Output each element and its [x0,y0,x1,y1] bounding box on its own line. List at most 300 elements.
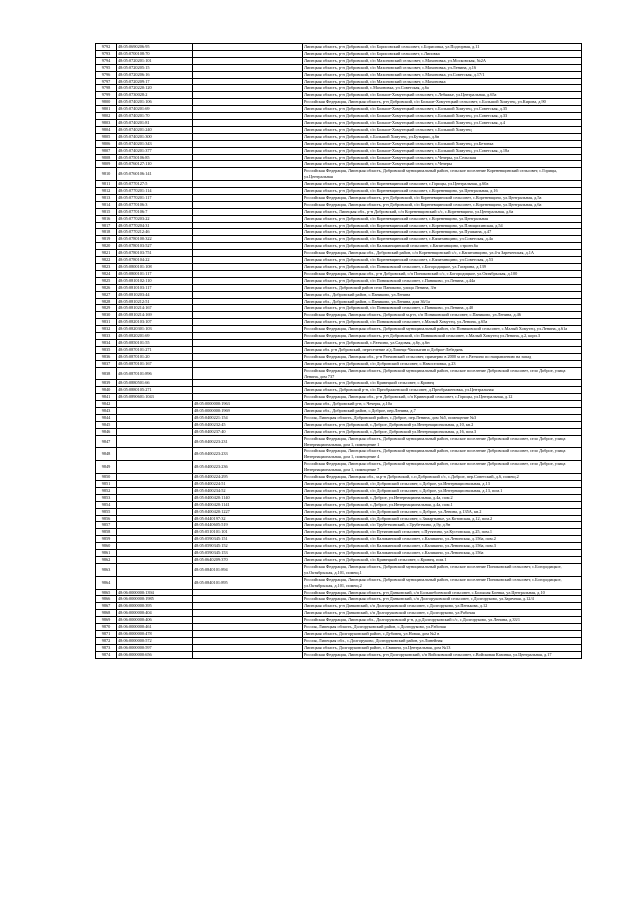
cadastral-number-premises [193,133,303,140]
cadastral-number-land: 48:05:0810214:169 [117,312,193,319]
address-cell: Липецкая обл., Добровский район, с.Паниково, ул.Ленина, дом 36/1а [303,298,582,305]
cadastral-number-land [117,576,193,589]
table-row [96,487,582,494]
row-number: 9809 [96,161,117,168]
row-number: 9800 [96,99,117,106]
cadastral-number-land: 48:05:0740201:69 [117,106,193,113]
address-cell: Липецкая область, р-н Добровский, с/п Больше-Хомутецкий сельсовет, с.Большой Хомутец, ул.Бетонка [303,140,582,147]
address-cell: Липецкая область, р-н Добровский, с/п Махоновский сельсовет, с.Махоновка, ул.Советская, д.17/1 [303,71,582,78]
table-row [96,414,582,421]
row-number: 9861 [96,550,117,557]
address-cell: Российская Федерация, Липецкая обл., Долгоруковский р-н, д.р.Долгоруковский с/с, с.Долгоруково, ул.Ленина, д.33/1 [303,617,582,624]
cadastral-number-premises: 48:05:0400234:52 [193,487,303,494]
cadastral-number-land: 48:05:0780100:322 [117,236,193,243]
row-number: 9864 [96,576,117,589]
address-cell: Липецкая область, р-н Данковский, с/п Долгоруковский сельсовет, с.Долгоруково, ул.Пенькова, д.12 [303,603,582,610]
cadastral-number-premises: 48:05:0640209:370 [193,556,303,563]
table-row [96,215,582,222]
table-row [96,508,582,515]
row-number: 9843 [96,408,117,415]
cadastral-number-land: 48:05:0760106:141 [117,168,193,181]
cadastral-number-premises [193,624,303,631]
cadastral-number-land: 48:05:0770106:7 [117,208,193,215]
cadastral-number-land [117,550,193,557]
address-cell: Липецкая область, р-н Добровский, с/п Добровский сельсовет, с.Доброе, ул.Ленина, д.135А, кв.2 [303,508,582,515]
row-number: 9844 [96,414,117,421]
table-row [96,326,582,333]
address-cell: Российская Федерация, Липецкая область, Добровский муниципальный район, сельское поселение Добровский сельсовет, село Доброе, улица Интернациональная, дом 1, помещение 7 [303,461,582,474]
row-number: 9835 [96,346,117,353]
row-number: 9830 [96,312,117,319]
cadastral-number-land: 48:05:0810214:167 [117,305,193,312]
cadastral-number-premises [193,147,303,154]
row-number: 9795 [96,64,117,71]
cadastral-number-land [117,487,193,494]
cadastral-number-land: 48:05:0730028:2 [117,92,193,99]
address-cell: Липецкая область, р-н Добровский, с/п Кореневщинский сельсовет, с.Капитанщино, ул.Советская, д.4а [303,236,582,243]
address-cell: Липецкая область, р-н Добровский, с/п Кореневщинский сельсовет, с.Капитанщино, ул.Советская, д.53 [303,257,582,264]
cadastral-number-premises [193,140,303,147]
cadastral-number-land: 48:05:0770203:22 [117,215,193,222]
row-number: 9828 [96,298,117,305]
address-cell: Липецкая область, р-н Добровский, с/п Добровский сельсовет, с.Доброе, ул.Интернациональная, д.13 [303,481,582,488]
table-row [96,522,582,529]
table-row [96,333,582,340]
table-row [96,71,582,78]
row-number: 9841 [96,394,117,401]
address-cell: Российская Федерация, Липецкая область, Добровский муниципальный район, сельское поселение Добровский сельсовет, село Доброе, улица Интернациональная, дом 1, помещение 4 [303,448,582,461]
table-row [96,85,582,92]
cadastral-number-land: 48:05:0750106:85 [117,154,193,161]
cadastral-number-land: 48:05:0770212:46 [117,229,193,236]
cadastral-number-premises [193,298,303,305]
row-number: 9826 [96,284,117,291]
cadastral-number-premises: 48:05:0840101:894 [193,563,303,576]
row-number: 9794 [96,57,117,64]
cadastral-number-land [117,543,193,550]
cadastral-number-land: 48:05:0800101:117 [117,270,193,277]
address-cell: Липецкая область, р-н Добровский, с.Доброе, Добровский ул.Интернациональная, д.10, кв.2 [303,421,582,428]
cadastral-number-land: 48:05:0770204:31 [117,222,193,229]
address-cell: Липецкая область, р-н Добровский, с/п Больше-Хомутецкий сельсовет, с.Большой Хомутец [303,126,582,133]
table-row [96,360,582,367]
cadastral-number-premises [193,346,303,353]
row-number: 9813 [96,194,117,201]
cadastral-number-land: 48:05:0820201:69 [117,333,193,340]
address-cell: Российская Федерация, Липецкая область, р-н Добровский, с/п Кореневщинский сельсовет, с.Кореневщино, ул.Центральная, д.5а [303,194,582,201]
table-row [96,408,582,415]
address-cell: Липецкая область, Липецкая обл., р-н Добровский, с/п Кореневщинский с/с, с.Кореневщино, ул.Центральная, д.6а [303,208,582,215]
row-number: 9849 [96,461,117,474]
table-row [96,563,582,576]
address-cell: Российская Федерация, Липецкая область, Добровский муниципальный район, сельское поселение Кореневщинский сельсовет, с.Горицы, ул.Центральная [303,168,582,181]
cadastral-number-land [117,435,193,448]
cadastral-number-premises [193,50,303,57]
table-row [96,387,582,394]
cadastral-number-land: 48:06:0000000:461 [117,624,193,631]
address-cell: Липецкая обл., Добровский р-н, с.Чечеры, д.10а [303,401,582,408]
address-cell: Российская Федерация, Липецкая область, р-н Добровский, с/п Кореневщинский сельсовет, с.Кореневщино, ул.Центральная, д.6а [303,201,582,208]
row-number: 9793 [96,50,117,57]
cadastral-number-premises: 48:05:0400223:231 [193,435,303,448]
table-row [96,181,582,188]
address-cell: Россия, Липецкая область, Долгоруковский район, с.Долгоруково, ул.Рабочая [303,624,582,631]
cadastral-number-premises [193,617,303,624]
address-cell: Российская Федерация, Липецкая область, Добровский муниципальный район, с/п Пониковский сельсовет, с.Малый Хомутец, ул.Ленина, д.61а [303,326,582,333]
table-row [96,229,582,236]
table-row [96,394,582,401]
table-row [96,201,582,208]
cadastral-number-premises [193,270,303,277]
row-number: 9797 [96,78,117,85]
address-cell: Российская Федерация, Липецкая обл., р-н Добровский, с/п Пониковский с/с, с.Богородицкое, ул.Октябрьская, д.100 [303,270,582,277]
cadastral-number-land: 48:05:0740201:377 [117,147,193,154]
cadastral-number-land [117,448,193,461]
row-number: 9853 [96,494,117,501]
row-number: 9804 [96,126,117,133]
address-cell: Липецкая область, р-н Добровский, с/п Пониковский сельсовет, с.Богородицкое, ул.Гагарина, д.139 [303,264,582,271]
cadastral-number-premises [193,312,303,319]
cadastral-number-premises [193,208,303,215]
cadastral-number-premises [193,113,303,120]
table-row [96,57,582,64]
row-number: 9811 [96,181,117,188]
address-cell: Липецкая область, р-н Добровский, с/п Кривецкий сельсовет, с.Кривец, пом.1 [303,556,582,563]
address-cell: Липецкая область, Добровский р-н, с/п Преображенский сельсовет, д.Преображеновка, ул.Центральная [303,387,582,394]
row-number: 9810 [96,168,117,181]
cadastral-number-land: 48:06:0000000:478 [117,630,193,637]
table-row [96,250,582,257]
address-cell: Липецкая область, р-н Добровский, с.Доброе, ул.Интернациональная, д.4а, пом.1 [303,501,582,508]
table-row [96,106,582,113]
cadastral-number-land [117,494,193,501]
row-number: 9834 [96,339,117,346]
cadastral-number-land: 48:05:0740201:240 [117,126,193,133]
cadastral-number-land: 48:05:0770106:3 [117,201,193,208]
row-number: 9873 [96,644,117,651]
address-cell: Липецкая область, р-н Добровский, с/п Кореневщинский сельсовет, с.Кореневщино, ул.Плющихинская, д.54 [303,222,582,229]
cadastral-number-land: 48:05:0870101:271 [117,346,193,353]
row-number: 9836 [96,353,117,360]
address-cell: Липецкая область, р-н Добровский, с/п Трубетчинский, с.Трубетчино, д.9у, д.9н [303,522,582,529]
row-number: 9822 [96,257,117,264]
table-row [96,119,582,126]
cadastral-number-land [117,421,193,428]
cadastral-number-premises [193,229,303,236]
row-number: 9847 [96,435,117,448]
cadastral-number-land [117,474,193,481]
cadastral-number-land: 48:05:0740201:300 [117,133,193,140]
address-cell: Липецкая область, р-н Добровский, с/п Кореневщинский сельсовет, с.Кореневщино, ул.Пушкина, д.47 [303,229,582,236]
cadastral-number-premises [193,394,303,401]
table-row [96,319,582,326]
cadastral-number-premises [193,644,303,651]
table-row [96,113,582,120]
cadastral-number-premises [193,610,303,617]
cadastral-number-premises [193,236,303,243]
address-cell: Липецкая область, р-н Добровский, с/п Больше-Хомутецкий сельсовет, с.Лебяжье, ул.Центральная, д.65а [303,92,582,99]
address-cell: Липецкая область, р-н Добровский, с/п Кореневщинский сельсовет, с.Горицы, ул.Центральная, д.60а [303,181,582,188]
cadastral-number-land: 48:05:0780104:22 [117,257,193,264]
table-row [96,596,582,603]
cadastral-number-land [117,515,193,522]
table-row [96,133,582,140]
row-number: 9855 [96,508,117,515]
table-row [96,494,582,501]
cadastral-number-premises: 48:05:0840101:895 [193,576,303,589]
cadastral-number-land: 48:05:0720205:15 [117,64,193,71]
table-row [96,367,582,380]
cadastral-number-land: 48:05:0880105:271 [117,387,193,394]
cadastral-number-land: 48:05:0820301:103 [117,326,193,333]
cadastral-number-land: 48:05:0740201:343 [117,140,193,147]
cadastral-number-premises [193,201,303,208]
table-row [96,610,582,617]
row-number: 9838 [96,367,117,380]
address-cell: Российская Федерация, Липецкая область, Добровский муниципальный район, сельское поселение Пониковский сельсовет, с.Богородицкое, ул.Октябрьская, д.101, помещ.1 [303,563,582,576]
address-cell: Липецкая область, р-н Добровский, с/п Каликинщинский сельсовет, с.Капитанщино, строен.6а [303,243,582,250]
table-row [96,651,582,658]
address-cell: Липецкая обл., Добровский район, с.Паниково, ул.Ленина [303,291,582,298]
address-cell: Липецкая область, р-н Добровский, с/п Каликинский сельсовет, с.Каликино, ул.Ленинская, д.156а, пом.2 [303,536,582,543]
row-number: 9814 [96,201,117,208]
cadastral-number-premises [193,326,303,333]
table-row [96,312,582,319]
cadastral-number-premises [193,339,303,346]
address-cell: Липецкая область, р-н Добровский, с/п Пониковский сельсовет, с.Паниково, ул.Ленина, д.44а [303,277,582,284]
cadastral-number-premises: 48:05:0400224:295 [193,474,303,481]
table-row [96,92,582,99]
cadastral-number-land: 48:05:0810212:51 [117,298,193,305]
row-number: 9803 [96,119,117,126]
table-row [96,637,582,644]
address-cell: Липецкая область, р-н Добровский, с.Махоновка, ул.Советская, д.6а [303,85,582,92]
cadastral-number-premises [193,188,303,195]
address-cell: Липецкая область, р-н Добровский, с/п Больше-Хомутецкий сельсовет, с.Большой Хомутец, ул.Советская, д.18а [303,147,582,154]
cadastral-number-land: 48:06:0000000:1985 [117,596,193,603]
row-number: 9840 [96,387,117,394]
cadastral-number-land [117,536,193,543]
table-row [96,298,582,305]
cadastral-number-land: 48:06:0000000:572 [117,637,193,644]
table-row [96,556,582,563]
table-row [96,291,582,298]
table-row [96,529,582,536]
table-row [96,461,582,474]
table-row [96,243,582,250]
cadastral-number-land: 48:05:0770201:114 [117,188,193,195]
cadastral-number-premises [193,277,303,284]
address-cell: Липецкая область, р-н Добровский, с/п Больше-Хомутецкий сельсовет, с.Чечеры [303,161,582,168]
row-number: 9801 [96,106,117,113]
cadastral-number-premises: 48:05:0400224:51 [193,481,303,488]
address-cell: Липецкая область, р-н Добровский, с/п Махоновский сельсовет, с.Махоновка, ул.Московская, №2А [303,57,582,64]
cadastral-number-premises [193,250,303,257]
cadastral-number-premises [193,161,303,168]
cadastral-number-land: 48:05:0820103:107 [117,319,193,326]
cadastral-number-land: 48:05:0810103:117 [117,284,193,291]
table-row [96,257,582,264]
table-row [96,147,582,154]
row-number: 9806 [96,140,117,147]
cadastral-number-premises [193,651,303,658]
address-cell: Липецкая область, р-н Добровский, с.Доброе, ул.Интернациональная, д.4а, пом.2 [303,494,582,501]
cadastral-number-premises [193,589,303,596]
row-number: 9874 [96,651,117,658]
address-cell: Липецкая область, р-н Добровский, с/п Кореневщинский сельсовет, с.Кореневщино, ул.Центральная [303,215,582,222]
table-row [96,64,582,71]
cadastral-number-premises: 48:05:0400221:154 [193,414,303,421]
cadastral-number-land: 48:05:0720220:120 [117,85,193,92]
table-row [96,501,582,508]
row-number: 9867 [96,603,117,610]
row-number: 9871 [96,630,117,637]
row-number: 9842 [96,401,117,408]
address-cell: Российская Федерация, Липецкая обл., р-н Добровский, с/п Кривецкий сельсовет, с.Горицы, ул.Центральная, д.12 [303,394,582,401]
cadastral-number-premises [193,78,303,85]
cadastral-number-premises [193,380,303,387]
cadastral-number-premises: 48:05:0400420:1140 [193,494,303,501]
cadastral-number-premises: 48:05:0590345:151 [193,536,303,543]
row-number: 9821 [96,250,117,257]
cadastral-number-premises [193,85,303,92]
table-row [96,603,582,610]
address-cell: Липецкая область, Долгоруковский район, с.Свишни, ул.Центральная, дом №13 [303,644,582,651]
cadastral-number-premises [193,71,303,78]
cadastral-number-premises [193,57,303,64]
cadastral-number-land [117,563,193,576]
row-number: 9812 [96,188,117,195]
address-cell: Россия, Липецкая обл., с.Долгоруково, Долгоруковский район, ул.Линейная [303,637,582,644]
row-number: 9818 [96,229,117,236]
row-number: 9827 [96,291,117,298]
cadastral-number-premises [193,596,303,603]
cadastral-number-land: 48:05:0700108:70 [117,50,193,57]
row-number: 9865 [96,589,117,596]
table-row [96,154,582,161]
property-register-sheet [95,43,582,659]
cadastral-number-land: 48:06:0000000:406 [117,617,193,624]
table-row [96,44,582,51]
cadastral-number-land: 48:05:0870101:167 [117,360,193,367]
address-cell: Липецкая область, р-н Данковский, с/п Долгоруковский сельсовет, с.Долгоруково, ул.Рабочая [303,610,582,617]
cadastral-number-premises [193,305,303,312]
table-row [96,380,582,387]
table-row [96,305,582,312]
address-cell: Российская Федерация, Липецкая область, Добровский м.р-н, с/п Пониковский сельсовет, с.Паниково, ул.Ленина, д.46 [303,312,582,319]
cadastral-number-premises: 48:05:0590345:152 [193,543,303,550]
cadastral-number-premises [193,64,303,71]
table-row [96,346,582,353]
cadastral-number-land [117,428,193,435]
cadastral-number-land [117,401,193,408]
cadastral-number-land [117,522,193,529]
row-number: 9870 [96,624,117,631]
cadastral-number-premises: 48:05:0000000:1969 [193,408,303,415]
cadastral-number-premises: 48:05:0440197:32 [193,515,303,522]
cadastral-number-premises [193,44,303,51]
cadastral-number-premises: 48:05:0400232:45 [193,421,303,428]
cadastral-number-premises [193,630,303,637]
cadastral-number-premises: 48:05:0400420:1141 [193,501,303,508]
row-number: 9837 [96,360,117,367]
cadastral-number-land [117,408,193,415]
row-number: 9805 [96,133,117,140]
row-number: 9856 [96,515,117,522]
address-cell: Российская Федерация, Липецкая область, р-н Данковский, с/п Долгоруковский сельсовет, с.Долгоруково, ул.Заречная, д.12/4 [303,596,582,603]
address-cell: Липецкая область, р-н Добровский, с/п Добровский сельсовет, с.Замартынье, ул.Котовская, д.12, пом.2 [303,515,582,522]
cadastral-number-premises [193,126,303,133]
cadastral-number-premises [193,360,303,367]
table-row [96,644,582,651]
row-number: 9824 [96,270,117,277]
cadastral-number-land: 48:05:0810102:110 [117,277,193,284]
address-cell: Липецкая область, р-н Добровский, с/п Кривецкий сельсовет, с.Кривец [303,380,582,387]
address-cell: Липецкая область, р-н Добровский, с/п Кореневщинский сельсовет, с.Кореневщино, ул.Центральная, д.16 [303,188,582,195]
cadastral-number-land: 48:05:0870101:896 [117,367,193,380]
cadastral-number-land [117,529,193,536]
cadastral-number-premises [193,168,303,181]
cadastral-number-premises [193,119,303,126]
cadastral-number-land [117,414,193,421]
cadastral-number-land: 48:05:0740201:70 [117,113,193,120]
row-number: 9829 [96,305,117,312]
row-number: 9858 [96,529,117,536]
row-number: 9799 [96,92,117,99]
table-row [96,194,582,201]
cadastral-number-premises [193,603,303,610]
table-row [96,78,582,85]
row-number: 9869 [96,617,117,624]
table-row [96,161,582,168]
table-row [96,543,582,550]
address-cell: Липецкая область, р-н Добровский, с/п Пониковский сельсовет, с.Паниково, ул.Ленина, д.40 [303,305,582,312]
table-row [96,284,582,291]
cadastral-number-land: 48:05:0720209:17 [117,78,193,85]
address-cell: Липецкая область, р-н Добровский, с/п Больше-Хомутецкий сельсовет, с.Большой Хомутец, ул.Советская, д.35 [303,106,582,113]
cadastral-number-premises [193,243,303,250]
row-number: 9808 [96,154,117,161]
address-cell: Липецкая область, р-н Добровский, с/п Махоновский сельсовет, с.Махоновка [303,78,582,85]
cadastral-number-land: 48:05:0890601:1043 [117,394,193,401]
cadastral-number-land [117,508,193,515]
row-number: 9823 [96,264,117,271]
cadastral-number-premises: 48:05:0400420:1227 [193,508,303,515]
row-number: 9825 [96,277,117,284]
address-cell: Российская Федерация, Липецкая область, Добровский муниципальный район, сельское поселение Пониковский сельсовет, с.Богородицкое, ул.Октябрьская, д.101, помещ.2 [303,576,582,589]
row-number: 9798 [96,85,117,92]
row-number: 9831 [96,319,117,326]
cadastral-number-land: 48:06:0000000:597 [117,644,193,651]
table-row [96,515,582,522]
table-row [96,474,582,481]
table-row [96,270,582,277]
address-cell: Липецкая область, р-н Добровский, с.Доброе, Добровский ул.Интернациональная, д.16, пом.3 [303,428,582,435]
table-row [96,536,582,543]
cadastral-number-premises [193,222,303,229]
table-row [96,339,582,346]
table-row [96,401,582,408]
row-number: 9851 [96,481,117,488]
row-number: 9845 [96,421,117,428]
address-cell: Липецкая область, р-н Добровский, с/п Путятинский сельсовет, с.Путятино, ул.Кустовская, д.25, пом.1 [303,529,582,536]
row-number: 9796 [96,71,117,78]
property-register-table [95,43,582,659]
row-number: 9819 [96,236,117,243]
cadastral-number-land: 48:05:0740201:81 [117,119,193,126]
cadastral-number-premises: 48:05:0400223:233 [193,448,303,461]
address-cell: Липецкая обл. р-н Добровский, пересечение а/д Липецк-Чаплыгин и Доброе-Лебедянь [303,346,582,353]
